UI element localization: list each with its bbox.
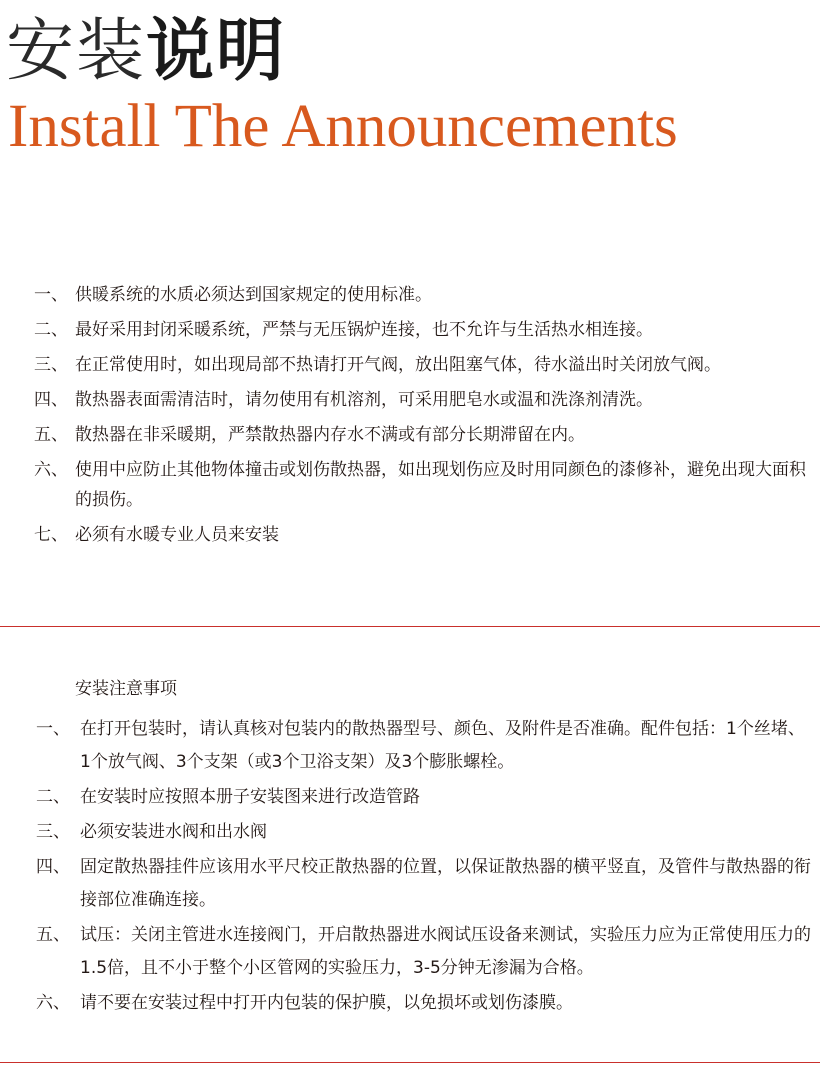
list-item (34, 520, 814, 550)
section-title: 安装注意事项 (75, 679, 177, 699)
title-cn-part2: 说明 (146, 12, 287, 91)
list-item (36, 851, 812, 917)
section-divider (0, 626, 820, 627)
list-item (36, 713, 812, 779)
list-item (36, 781, 812, 814)
item-text: 固定散热器挂件应该用水平尺校正散热器的位置，以保证散热器的横平竖直，及管件与散热器的衔接部位准确连接。 (80, 857, 811, 910)
item-text: 使用中应防止其他物体撞击或划伤散热器，如出现划伤应及时用同颜色的漆修补，避免出现大面积的损伤。 (75, 460, 806, 510)
item-text: 散热器在非采暖期，严禁散热器内存水不满或有部分长期滞留在内。 (75, 425, 585, 445)
list-item (36, 987, 812, 1020)
item-text: 必须有水暖专业人员来安装 (75, 525, 279, 545)
item-text: 在正常使用时，如出现局部不热请打开气阀，放出阻塞气体，待水溢出时关闭放气阀。 (75, 355, 721, 375)
item-number: 三、 (36, 822, 70, 842)
page-title-chinese (6, 14, 286, 90)
item-text: 供暖系统的水质必须达到国家规定的使用标准。 (75, 285, 432, 305)
installation-notes-list (36, 713, 812, 1022)
item-text: 请不要在安装过程中打开内包装的保护膜，以免损坏或划伤漆膜。 (80, 993, 573, 1013)
list-item (34, 420, 814, 450)
list-item (34, 315, 814, 345)
list-item (34, 385, 814, 415)
item-text: 散热器表面需清洁时，请勿使用有机溶剂，可采用肥皂水或温和洗涤剂清洗。 (75, 390, 653, 410)
list-item (36, 816, 812, 849)
item-number: 一、 (34, 285, 68, 305)
item-number: 七、 (34, 525, 68, 545)
list-item (36, 919, 812, 985)
item-text: 在安装时应按照本册子安装图来进行改造管路 (80, 787, 420, 807)
item-number: 三、 (34, 355, 68, 375)
item-number: 二、 (36, 787, 70, 807)
item-number: 一、 (36, 719, 70, 739)
item-text: 试压：关闭主管进水连接阀门，开启散热器进水阀试压设备来测试，实验压力应为正常使用压力的1.5倍，且不小于整个小区管网的实验压力，3-5分钟无渗漏为合格。 (80, 925, 811, 978)
list-item (34, 280, 814, 310)
list-item (34, 455, 814, 515)
item-number: 六、 (36, 993, 70, 1013)
item-number: 五、 (34, 425, 68, 445)
item-number: 五、 (36, 925, 70, 945)
item-number: 四、 (36, 857, 70, 877)
usage-notes-list (34, 280, 814, 555)
title-cn-part1: 安装 (6, 12, 147, 91)
bottom-divider (0, 1062, 820, 1063)
item-text: 在打开包装时，请认真核对包装内的散热器型号、颜色、及附件是否准确。配件包括：1个丝堵、1个放气阀、3个支架（或3个卫浴支架）及3个膨胀螺栓。 (80, 719, 805, 772)
item-number: 四、 (34, 390, 68, 410)
list-item (34, 350, 814, 380)
page-title-english: Install The Announcements (8, 93, 678, 160)
item-text: 必须安装进水阀和出水阀 (80, 822, 267, 842)
item-text: 最好采用封闭采暖系统，严禁与无压锅炉连接，也不允许与生活热水相连接。 (75, 320, 653, 340)
item-number: 二、 (34, 320, 68, 340)
item-number: 六、 (34, 460, 68, 480)
